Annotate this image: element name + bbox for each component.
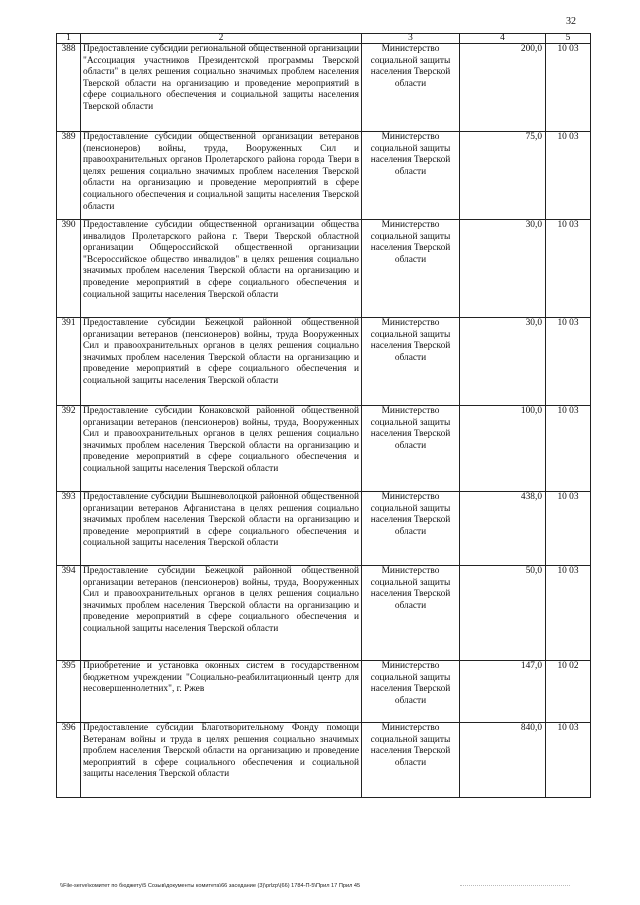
row-code: 10 03 bbox=[546, 566, 591, 661]
row-amount: 30,0 bbox=[460, 220, 546, 318]
budget-table bbox=[56, 33, 591, 798]
row-number: 389 bbox=[57, 132, 81, 220]
row-amount: 840,0 bbox=[460, 723, 546, 798]
row-ministry: Министерство социальной защиты населения Тверской области bbox=[362, 566, 460, 661]
row-amount: 30,0 bbox=[460, 318, 546, 406]
table-row bbox=[57, 566, 591, 661]
row-amount: 147,0 bbox=[460, 661, 546, 723]
header-cell: 4 bbox=[460, 34, 546, 44]
page-number: 32 bbox=[566, 16, 576, 27]
row-amount: 100,0 bbox=[460, 406, 546, 492]
header-cell: 2 bbox=[81, 34, 362, 44]
row-ministry: Министерство социальной защиты населения Тверской области bbox=[362, 44, 460, 132]
row-code: 10 03 bbox=[546, 723, 591, 798]
row-code: 10 03 bbox=[546, 492, 591, 566]
row-ministry: Министерство социальной защиты населения Тверской области bbox=[362, 132, 460, 220]
row-description: Предоставление субсидии общественной организации общества инвалидов Пролетарского района г. Твери Тверской областной организации Общероссийской общественной организации "Всероссийское общество инвалидов" в целях решения социально значимых проблем населения Тверской области на организацию и проведение мероприятий в сфере социального обеспечения и социальной защиты населения Тверской области bbox=[81, 220, 362, 318]
row-number: 392 bbox=[57, 406, 81, 492]
table-row bbox=[57, 406, 591, 492]
table-row bbox=[57, 132, 591, 220]
row-description: Предоставление субсидии общественной организации ветеранов (пенсионеров) войны, труда, Вооруженных Сил и правоохранительных органов Пролетарского района города Твери в целях решения социально значимых проблем населения Тверской области на организацию и проведение мероприятий в сфере социального обеспечения и социальной защиты населения Тверской области bbox=[81, 132, 362, 220]
row-ministry: Министерство социальной защиты населения Тверской области bbox=[362, 220, 460, 318]
row-number: 388 bbox=[57, 44, 81, 132]
row-amount: 50,0 bbox=[460, 566, 546, 661]
table-row bbox=[57, 723, 591, 798]
row-code: 10 03 bbox=[546, 220, 591, 318]
row-description: Предоставление субсидии Бежецкой районной общественной организации ветеранов (пенсионеров) войны, труда Вооруженных Сил и правоохранительных органов в целях решения социально значимых проблем населения Тверской области на организацию и проведение мероприятий в сфере социального обеспечения и социальной защиты населения Тверской области bbox=[81, 318, 362, 406]
row-amount: 75,0 bbox=[460, 132, 546, 220]
row-number: 396 bbox=[57, 723, 81, 798]
scan-artifact-line bbox=[460, 885, 570, 888]
row-description: Предоставление субсидии Вышневолоцкой районной общественной организации ветеранов Афганистана в целях решения социально значимых проблем населения Тверской области на организацию и проведение мероприятий в сфере социального обеспечения и социальной защиты населения Тверской области bbox=[81, 492, 362, 566]
row-description: Приобретение и установка оконных систем в государственном бюджетном учреждении "Социально-реабилитационный центр для несовершеннолетних", г. Ржев bbox=[81, 661, 362, 723]
table-row bbox=[57, 44, 591, 132]
row-ministry: Министерство социальной защиты населения Тверской области bbox=[362, 318, 460, 406]
row-description: Предоставление субсидии Конаковской районной общественной организации ветеранов (пенсионеров) войны, труда, Вооруженных Сил и правоохранительных органов в целях решения социально значимых проблем населения Тверской области на организацию и проведение мероприятий в сфере социального обеспечения и социальной защиты населения Тверской области bbox=[81, 406, 362, 492]
header-cell: 3 bbox=[362, 34, 460, 44]
table-row bbox=[57, 661, 591, 723]
row-code: 10 03 bbox=[546, 406, 591, 492]
row-number: 393 bbox=[57, 492, 81, 566]
row-ministry: Министерство социальной защиты населения Тверской области bbox=[362, 661, 460, 723]
row-code: 10 03 bbox=[546, 132, 591, 220]
table-row bbox=[57, 220, 591, 318]
row-ministry: Министерство социальной защиты населения Тверской области bbox=[362, 492, 460, 566]
header-row bbox=[57, 34, 591, 44]
row-code: 10 03 bbox=[546, 318, 591, 406]
row-amount: 438,0 bbox=[460, 492, 546, 566]
row-number: 394 bbox=[57, 566, 81, 661]
row-amount: 200,0 bbox=[460, 44, 546, 132]
row-description: Предоставление субсидии Благотворительному Фонду помощи Ветеранам войны и труда в целях решения социально значимых проблем населения Тверской области на организацию и проведение мероприятий в сфере социального обеспечения и социальной защиты населения Тверской области bbox=[81, 723, 362, 798]
row-description: Предоставление субсидии региональной общественной организации "Ассоциация участников Президентской программы Тверской области" в целях решения социально значимых проблем населения Тверской области на организацию и проведение мероприятий в сфере социального обеспечения и социальной защиты населения Тверской области bbox=[81, 44, 362, 132]
header-cell: 5 bbox=[546, 34, 591, 44]
file-path-footer: \\File-serve\комитет по бюджету\5 Созыв\документы комитета\66 заседание (3)\prlzp\(66) 1784-П-5\Прил 17 Прил 45 bbox=[60, 883, 361, 889]
row-ministry: Министерство социальной защиты населения Тверской области bbox=[362, 723, 460, 798]
header-cell: 1 bbox=[57, 34, 81, 44]
row-description: Предоставление субсидии Бежецкой районной общественной организации ветеранов (пенсионеров) войны, труда, Вооруженных Сил и правоохранительных органов в целях решения социально значимых проблем населения Тверской области на организацию и проведение мероприятий в сфере социального обеспечения и социальной защиты населения Тверской области bbox=[81, 566, 362, 661]
row-code: 10 02 bbox=[546, 661, 591, 723]
row-ministry: Министерство социальной защиты населения Тверской области bbox=[362, 406, 460, 492]
row-number: 390 bbox=[57, 220, 81, 318]
row-number: 395 bbox=[57, 661, 81, 723]
table-row bbox=[57, 492, 591, 566]
row-number: 391 bbox=[57, 318, 81, 406]
row-code: 10 03 bbox=[546, 44, 591, 132]
table-row bbox=[57, 318, 591, 406]
